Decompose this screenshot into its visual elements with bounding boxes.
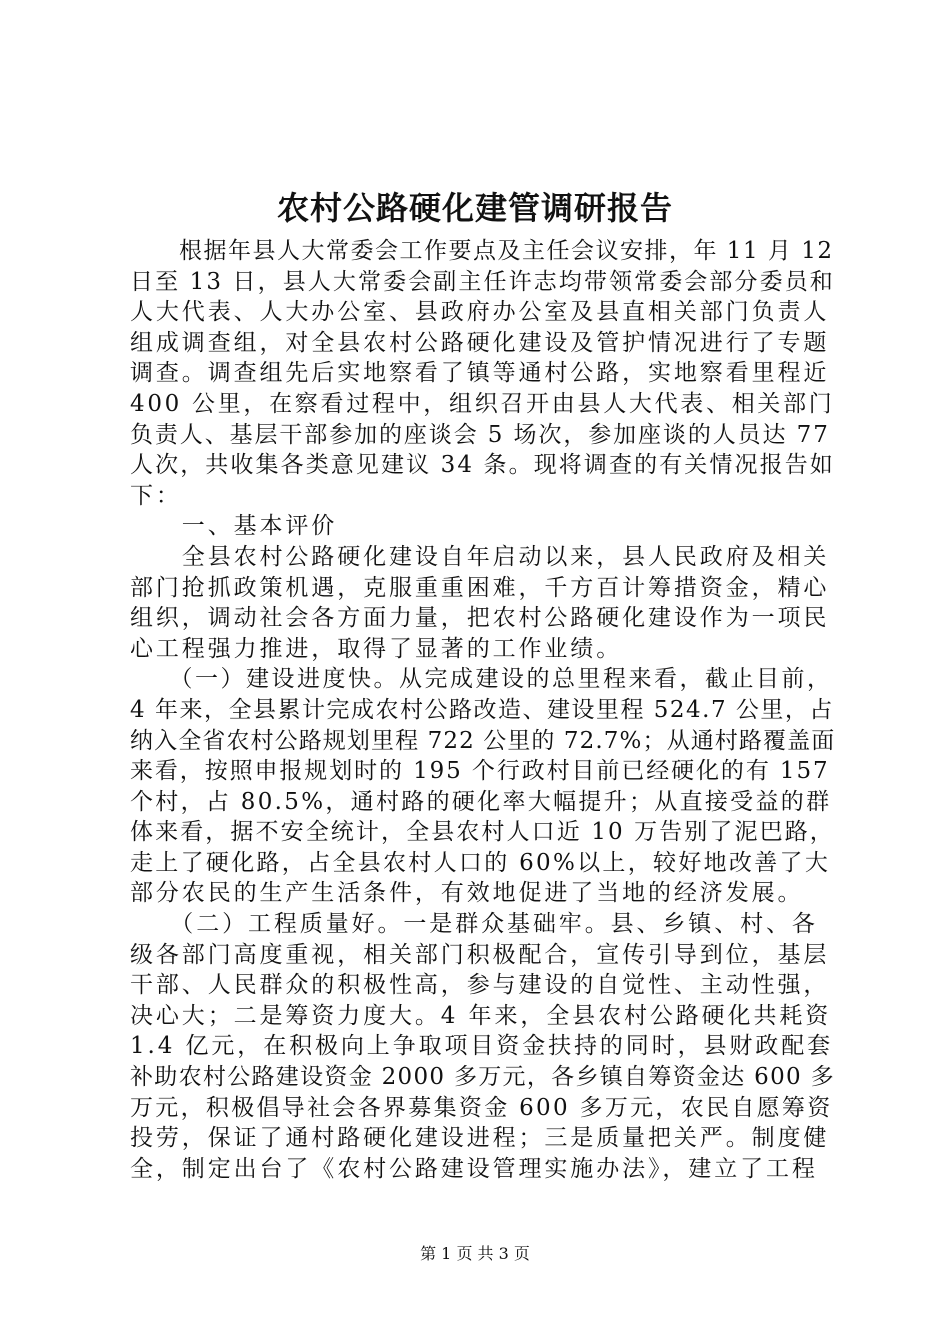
body-line: 万元，积极倡导社会各界募集资金 600 多万元，农民自愿筹资 [130,1094,833,1121]
body-line: 负责人、基层干部参加的座谈会 5 场次，参加座谈的人员达 77 [130,421,830,448]
body-line: 组织，调动社会各方面力量，把农村公路硬化建设作为一项民 [130,605,830,632]
document-body [130,236,835,1184]
body-line: 下： [130,482,182,509]
body-line: 4 年来，全县累计完成农村公路改造、建设里程 524.7 公里，占 [130,696,834,723]
body-line: 部门抢抓政策机遇，克服重重困难，千方百计筹措资金，精心 [130,574,830,601]
body-line: 1.4 亿元，在积极向上争取项目资金扶持的同时，县财政配套 [130,1033,833,1060]
body-line: 心工程强力推进，取得了显著的工作业绩。 [130,635,623,662]
body-line: 根据年县人大常委会工作要点及主任会议安排，年 11 月 12 [130,238,834,264]
section-heading: 一、基本评价 [130,513,338,540]
body-line: 走上了硬化路，占全县农村人口的 60%以上，较好地改善了大 [130,849,831,876]
body-line: （二）工程质量好。一是群众基础牢。县、乡镇、村、各 [130,911,818,938]
document-title: 农村公路硬化建管调研报告 [276,189,673,227]
body-line: 来看，按照申报规划时的 195 个行政村目前已经硬化的有 157 [130,758,830,785]
body-line: 400 公里，在察看过程中，组织召开由县人大代表、相关部门 [130,390,835,417]
body-line: 调查。调查组先后实地察看了镇等通村公路，实地察看里程近 [130,360,830,387]
body-line: 人大代表、人大办公室、县政府办公室及县直相关部门负责人 [130,299,830,326]
body-line: 个村，占 80.5%，通村路的硬化率大幅提升；从直接受益的群 [130,788,832,815]
page-footer: 第 1 页 共 3 页 [420,1244,530,1263]
body-line: 体来看，据不安全统计，全县农村人口近 10 万告别了泥巴路， [130,819,835,846]
body-line: （一）建设进度快。从完成建设的总里程来看，截止目前， [130,666,833,693]
body-line: 部分农民的生产生活条件，有效地促进了当地的经济发展。 [130,880,804,907]
body-line: 日至 13 日，县人大常委会副主任许志均带领常委会部分委员和 [130,268,835,295]
body-line: 全，制定出台了《农村公路建设管理实施办法》，建立了工程 [130,1155,818,1182]
body-line: 投劳，保证了通村路硬化建设进程；三是质量把关严。制度健 [130,1125,830,1152]
body-line: 组成调查组，对全县农村公路硬化建设及管护情况进行了专题 [130,329,830,356]
body-line: 全县农村公路硬化建设自年启动以来，县人民政府及相关 [130,543,830,570]
body-line: 人次，共收集各类意见建议 34 条。现将调查的有关情况报告如 [130,452,835,479]
body-line: 决心大；二是筹资力度大。4 年来，全县农村公路硬化共耗资 [130,1002,832,1029]
body-line: 干部、人民群众的积极性高，参与建设的自觉性、主动性强， [130,972,830,999]
body-line: 级各部门高度重视，相关部门积极配合，宣传引导到位，基层 [130,941,830,968]
body-line: 纳入全省农村公路规划里程 722 公里的 72.7%；从通村路覆盖面 [130,727,836,754]
body-line: 补助农村公路建设资金 2000 多万元，各乡镇自筹资金达 600 多 [130,1064,835,1091]
